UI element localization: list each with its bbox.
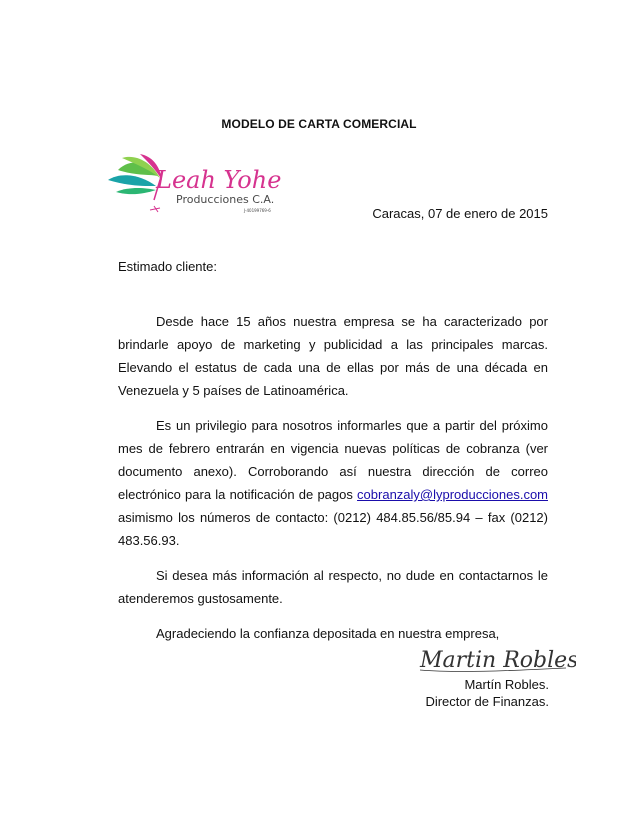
greeting: Estimado cliente:: [118, 259, 217, 274]
handwritten-signature: [416, 643, 576, 675]
document-title: MODELO DE CARTA COMERCIAL: [221, 117, 417, 131]
paragraph-4: Agradeciendo la confianza depositada en nuestra empresa,: [156, 626, 500, 641]
email-link[interactable]: cobranzaly@lyproducciones.com: [357, 487, 548, 502]
paragraph-2-start: Es un privilegio para nosotros informarles que a partir del próximo mes de febrero entrarán en vigencia nuevas políticas de cobranza (ver documento anexo). Corroborando así nuestra dirección de correo electrónico para la notificación de pagos: [118, 418, 548, 502]
signer-name: Martín Robles.: [464, 677, 549, 692]
signature-script: Martin Robles: [420, 648, 576, 673]
paragraph-2: [118, 414, 548, 552]
paragraph-2-end: asimismo los números de contacto: (0212) 484.85.56/85.94 – fax (0212) 483.56.93.: [118, 510, 548, 548]
logo-name: Leah Yohe: [156, 166, 282, 194]
paragraph-3: Si desea más información al respecto, no dude en contactarnos le atenderemos gustosamente.: [118, 568, 548, 606]
paragraph-1: Desde hace 15 años nuestra empresa se ha caracterizado por brindarle apoyo de marketing y publicidad a las principales marcas. Elevando el estatus de cada una de ellas por más de una década en Venezuela y 5 países de Latinoamérica.: [118, 314, 548, 398]
signer-title: Director de Finanzas.: [425, 694, 549, 709]
company-logo: [100, 150, 290, 220]
logo-subtitle: Producciones C.A.: [176, 193, 275, 206]
logo-rif: J-40199769-6: [244, 208, 271, 213]
letter-date: Caracas, 07 de enero de 2015: [372, 206, 548, 221]
letter-body: [118, 310, 548, 657]
feather-logo-icon: [100, 150, 290, 220]
signer-block: [425, 676, 549, 710]
